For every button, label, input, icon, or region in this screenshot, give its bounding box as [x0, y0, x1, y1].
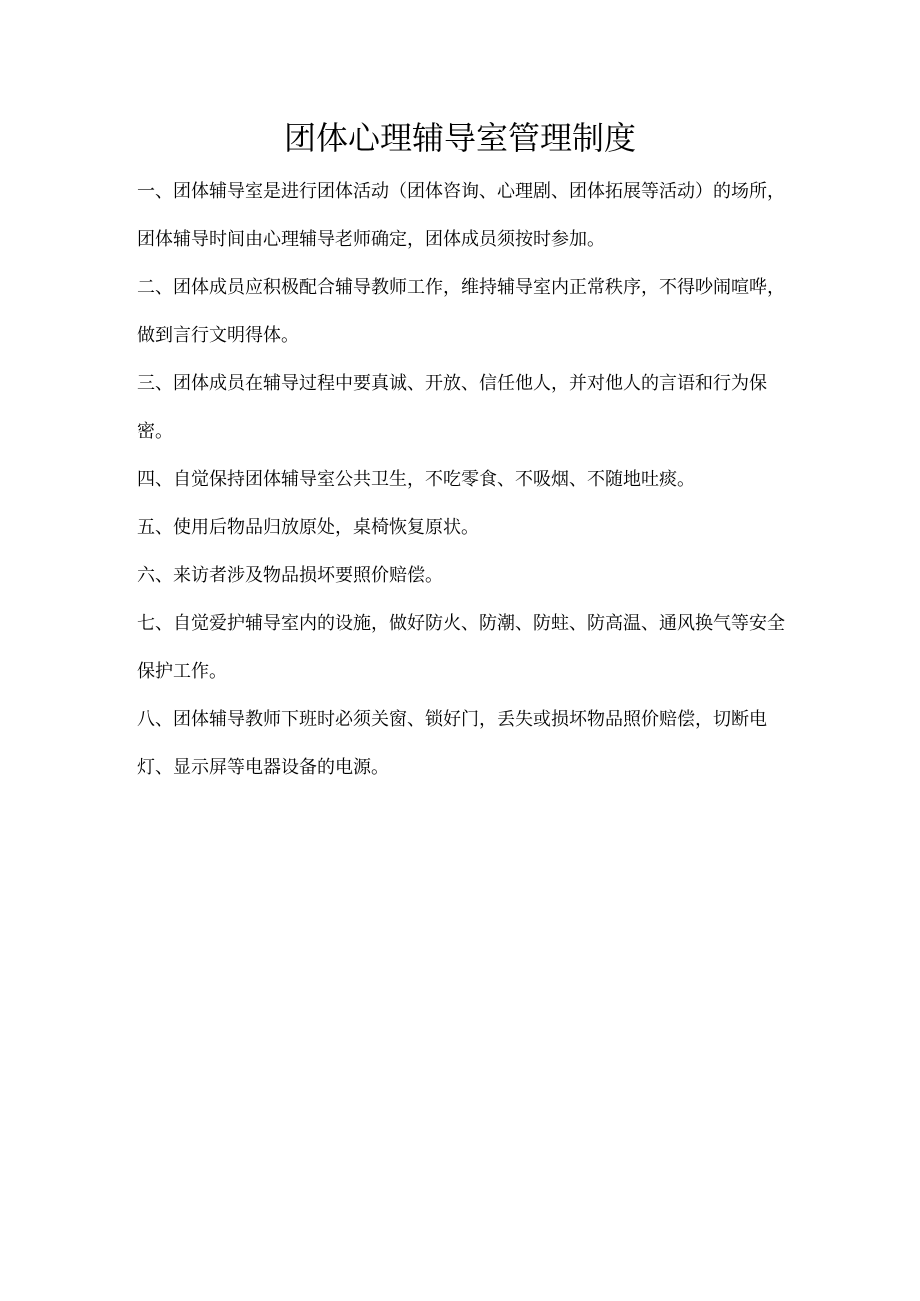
- clause-2: 二、团体成员应积极配合辅导教师工作，维持辅导室内正常秩序，不得吵闹喧哗，做到言行文明得体。: [137, 277, 785, 346]
- clause-3: 三、团体成员在辅导过程中要真诚、开放、信任他人，并对他人的言语和行为保密。: [137, 373, 767, 442]
- clause-4: 四、自觉保持团体辅导室公共卫生，不吃零食、不吸烟、不随地吐痰。: [137, 469, 695, 490]
- clause-7: 七、自觉爱护辅导室内的设施，做好防火、防潮、防蛀、防高温、通风换气等安全保护工作。: [137, 613, 785, 682]
- clause-1: 一、团体辅导室是进行团体活动（团体咨询、心理剧、团体拓展等活动）的场所，团体辅导时间由心理辅导老师确定，团体成员须按时参加。: [137, 181, 785, 250]
- document-body: [137, 168, 797, 792]
- document-title: 团体心理辅导室管理制度: [283, 119, 636, 157]
- clause-5: 五、使用后物品归放原处，桌椅恢复原状。: [137, 517, 479, 538]
- clause-6: 六、来访者涉及物品损坏要照价赔偿。: [137, 565, 443, 586]
- clause-8: 八、团体辅导教师下班时必须关窗、锁好门，丢失或损坏物品照价赔偿，切断电灯、显示屏等电器设备的电源。: [137, 709, 767, 778]
